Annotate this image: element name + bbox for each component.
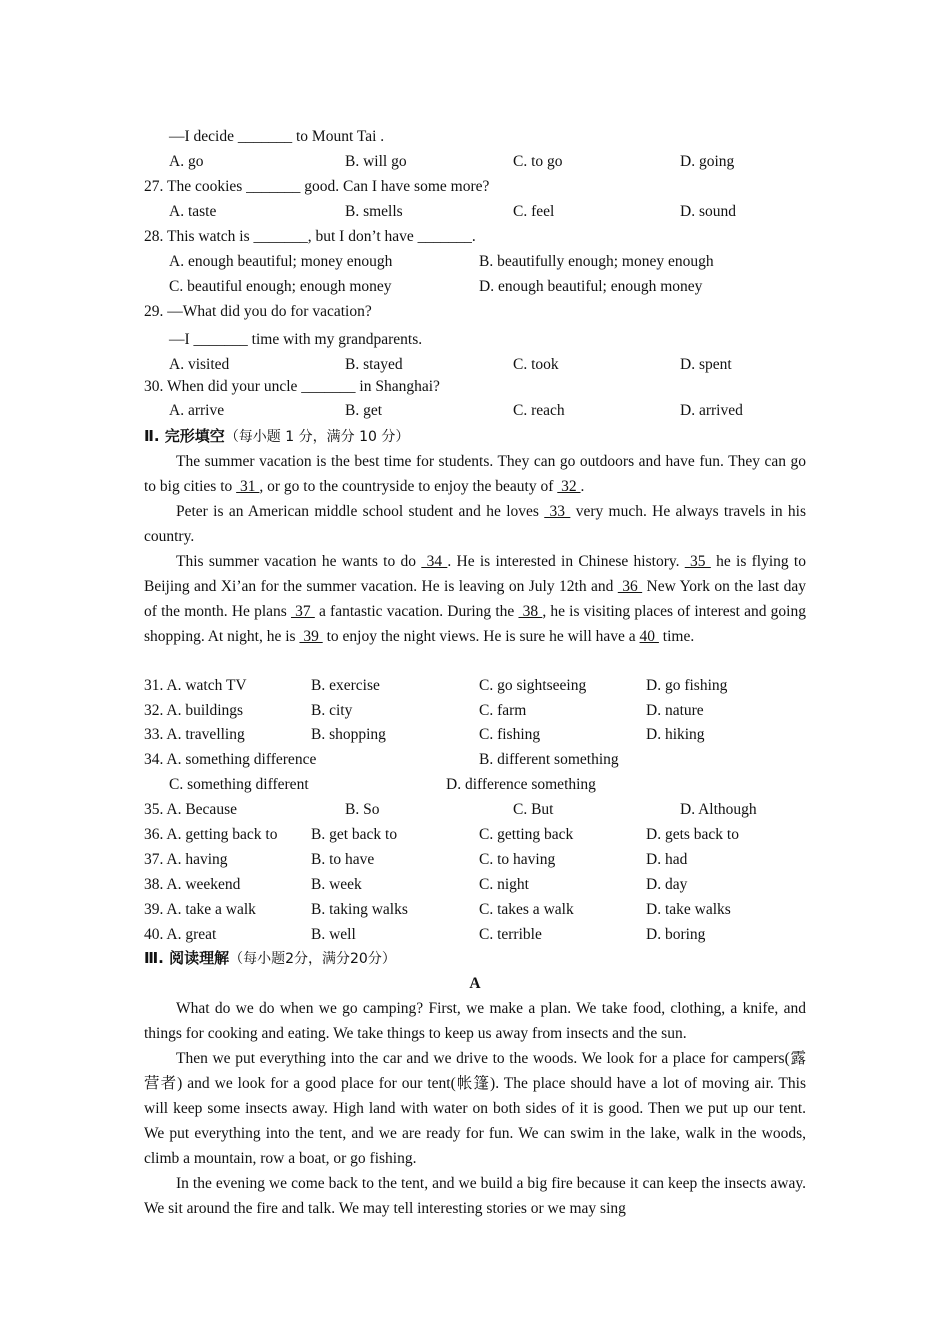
option-32d: D. nature (646, 702, 704, 719)
blank-36: 36 (617, 578, 643, 595)
option-27b: B. smells (345, 203, 403, 220)
section-2-note: （每小题 1 分，满分 10 分） (224, 429, 410, 445)
reading-paragraph-2: Then we put everything into the car and we drive to the woods. We look for a place for campers(露营者) and we look for a good place for our tent(帐篷). The place should have a lot of moving air. This will keep some insects away. High land with water on both sides of it is good. Then we put up our tent. We put everything into the tent, and we are ready for fun. We can swim in the lake, walk in the woods, climb a mountain, row a boat, or go fishing. (144, 1050, 806, 1167)
option-28a: A. enough beautiful; money enough (169, 253, 393, 270)
option-38b: B. week (311, 876, 362, 893)
reading-paragraph-3: In the evening we come back to the tent, and we build a big fire because it can keep the insects away. We sit around the fire and talk. We may tell interesting stories or we may sing (144, 1175, 806, 1217)
option-37d: D. had (646, 851, 688, 868)
option-34a: 34. A. something difference (144, 751, 317, 768)
option-28d: D. enough beautiful; enough money (479, 278, 703, 295)
blank-32: 32 (557, 478, 581, 495)
section-2-title: Ⅱ. 完形填空 (144, 427, 225, 445)
option-32a: 32. A. buildings (144, 702, 244, 719)
option-29d: D. spent (680, 356, 732, 373)
option-34c: C. something different (169, 776, 309, 793)
option-29b: B. stayed (345, 356, 403, 373)
blank-39: 39 (299, 628, 323, 645)
option-32b: B. city (311, 702, 353, 719)
blank-33: 33 (544, 503, 571, 520)
option-40a: 40. A. great (144, 926, 217, 943)
option-26a: A. go (169, 153, 204, 170)
question-29-answer-line: —I _______ time with my grandparents. (169, 331, 423, 348)
option-38a: 38. A. weekend (144, 876, 241, 893)
option-27a: A. taste (169, 203, 217, 220)
question-28-stem: 28. This watch is _______, but I don’t have _______. (144, 228, 476, 245)
option-33d: D. hiking (646, 726, 705, 743)
option-36d: D. gets back to (646, 826, 739, 843)
question-27-stem: 27. The cookies _______ good. Can I have some more? (144, 178, 490, 195)
option-29c: C. took (513, 356, 559, 373)
blank-38: 38 (518, 603, 543, 620)
option-33c: C. fishing (479, 726, 541, 743)
option-26c: C. to go (513, 153, 563, 170)
option-33b: B. shopping (311, 726, 386, 743)
option-36a: 36. A. getting back to (144, 826, 278, 843)
option-39c: C. takes a walk (479, 901, 574, 918)
section-3-heading (144, 946, 396, 972)
reading-passage-a (144, 996, 806, 1221)
option-26b: B. will go (345, 153, 407, 170)
option-35d: D. Although (680, 801, 757, 818)
option-39a: 39. A. take a walk (144, 901, 256, 918)
option-30c: C. reach (513, 402, 565, 419)
reading-paragraph-1: What do we do when we go camping? First, we make a plan. We take food, clothing, a knife, and things for cooking and eating. We take things to keep us away from insects and the sun. (144, 1000, 806, 1042)
option-36c: C. getting back (479, 826, 574, 843)
option-32c: C. farm (479, 702, 527, 719)
option-29a: A. visited (169, 356, 230, 373)
cloze-passage (144, 449, 806, 649)
passage-a-label: A (469, 975, 481, 992)
question-26-answer-line: —I decide _______ to Mount Tai . (169, 128, 385, 145)
option-37a: 37. A. having (144, 851, 228, 868)
option-30b: B. get (345, 402, 383, 419)
blank-35: 35 (684, 553, 711, 570)
option-27d: D. sound (680, 203, 736, 220)
option-31a: 31. A. watch TV (144, 677, 247, 694)
blank-31: 31 (236, 478, 260, 495)
option-35c: C. But (513, 801, 554, 818)
section-3-title: Ⅲ. 阅读理解 (144, 949, 230, 967)
cloze-paragraph-3: This summer vacation he wants to do 34 . He is interested in Chinese history. 35 he is flying to Beijing and Xi’an for the summer vacation. He is leaving on July 12th and 36 New York on the last day of the month. He plans 37 a fantastic vacation. During the 38 , he is visiting places of interest and going shopping. At night, he is 39 to enjoy the night views. He is sure he will have a 40 time. (144, 553, 806, 645)
option-26d: D. going (680, 153, 735, 170)
option-37b: B. to have (311, 851, 375, 868)
option-40c: C. terrible (479, 926, 542, 943)
option-36b: B. get back to (311, 826, 398, 843)
option-37c: C. to having (479, 851, 556, 868)
blank-34: 34 (421, 553, 448, 570)
option-28c: C. beautiful enough; enough money (169, 278, 392, 295)
option-33a: 33. A. travelling (144, 726, 245, 743)
option-40b: B. well (311, 926, 356, 943)
option-27c: C. feel (513, 203, 555, 220)
option-30d: D. arrived (680, 402, 743, 419)
option-31d: D. go fishing (646, 677, 728, 694)
option-31c: C. go sightseeing (479, 677, 587, 694)
option-35a: 35. A. Because (144, 801, 237, 818)
option-30a: A. arrive (169, 402, 225, 419)
option-38c: C. night (479, 876, 529, 893)
section-2-heading (144, 424, 409, 450)
cloze-paragraph-2: Peter is an American middle school student and he loves 33 very much. He always travels in his country. (144, 503, 807, 545)
option-34b: B. different something (479, 751, 619, 768)
option-40d: D. boring (646, 926, 706, 943)
question-29-stem: 29. —What did you do for vacation? (144, 303, 372, 320)
section-3-note: （每小题2分，满分20分） (229, 951, 396, 967)
option-31b: B. exercise (311, 677, 380, 694)
blank-40: 40 (639, 628, 659, 645)
option-39b: B. taking walks (311, 901, 408, 918)
cloze-paragraph-1: The summer vacation is the best time for students. They can go outdoors and have fun. They can go to big cities to 31 , or go to the countryside to enjoy the beauty of 32 . (144, 453, 806, 495)
blank-37: 37 (290, 603, 315, 620)
option-38d: D. day (646, 876, 688, 893)
question-30-stem: 30. When did your uncle _______ in Shanghai? (144, 378, 440, 395)
option-34d: D. difference something (446, 776, 596, 793)
option-39d: D. take walks (646, 901, 731, 918)
option-28b: B. beautifully enough; money enough (479, 253, 714, 270)
option-35b: B. So (345, 801, 380, 818)
